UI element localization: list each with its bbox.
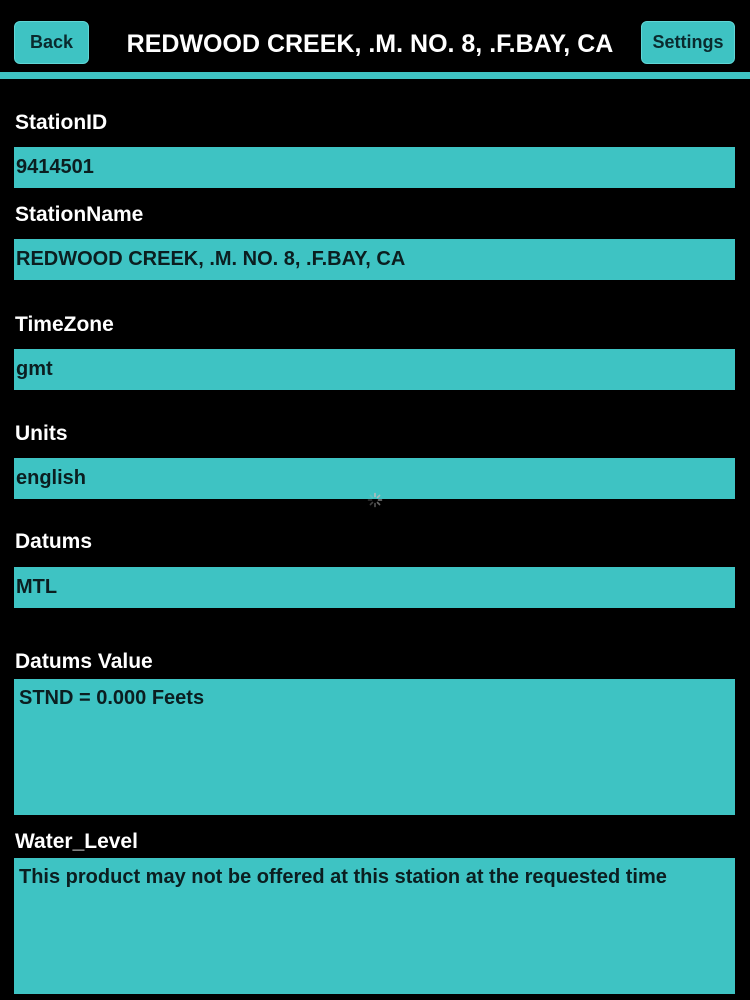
time-zone-label: TimeZone — [15, 313, 114, 336]
station-name-label: StationName — [15, 203, 144, 226]
water-level-label: Water_Level — [15, 830, 138, 853]
back-button[interactable]: Back — [14, 21, 89, 64]
settings-button[interactable]: Settings — [641, 21, 735, 64]
datums-label: Datums — [15, 530, 93, 553]
page-title: REDWOOD CREEK, .M. NO. 8, .F.BAY, CA — [126, 30, 614, 58]
station-id-field[interactable]: 9414501 — [14, 147, 735, 188]
station-id-label: StationID — [15, 111, 108, 134]
datums-value-label: Datums Value — [15, 650, 153, 673]
datums-value-textarea[interactable]: STND = 0.000 Feets — [14, 679, 735, 815]
navbar-divider — [0, 72, 750, 79]
spinner-icon — [367, 492, 383, 508]
water-level-textarea[interactable]: This product may not be offered at this station at the requested time — [14, 858, 735, 994]
time-zone-field[interactable]: gmt — [14, 349, 735, 390]
units-label: Units — [15, 422, 68, 445]
navigation-bar — [0, 0, 750, 72]
station-name-field[interactable]: REDWOOD CREEK, .M. NO. 8, .F.BAY, CA — [14, 239, 735, 280]
units-field[interactable]: english — [14, 458, 735, 499]
datums-field[interactable]: MTL — [14, 567, 735, 608]
